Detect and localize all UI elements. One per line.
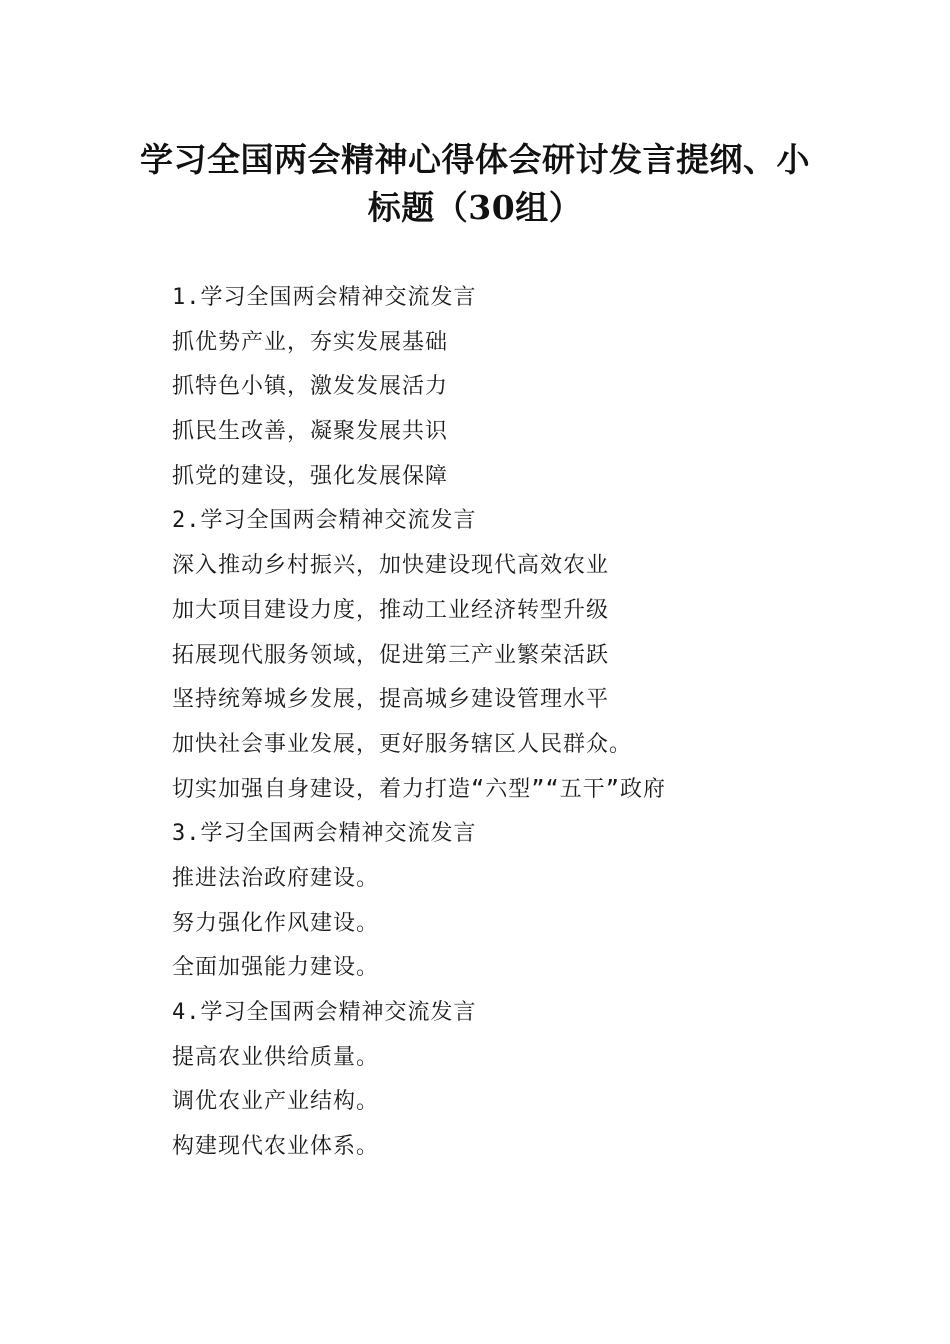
paragraph-line: 构建现代农业体系。 bbox=[172, 1134, 380, 1160]
document-body bbox=[172, 276, 872, 1170]
section-heading-1: 1.学习全国两会精神交流发言 bbox=[172, 285, 477, 310]
paragraph-line: 加快社会事业发展，更好服务辖区人民群众。 bbox=[172, 731, 633, 757]
paragraph-line: 推进法治政府建设。 bbox=[172, 865, 380, 891]
section-heading-3: 3.学习全国两会精神交流发言 bbox=[172, 821, 477, 847]
paragraph-line: 全面加强能力建设。 bbox=[172, 955, 380, 981]
title-line-1: 学习全国两会精神心得体会研讨发言提纲、小 bbox=[140, 140, 810, 179]
paragraph-line: 抓党的建设，强化发展保障 bbox=[172, 463, 449, 489]
paragraph-line: 抓优势产业，夯实发展基础 bbox=[172, 329, 449, 355]
paragraph-line: 调优农业产业结构。 bbox=[172, 1089, 380, 1115]
section-heading-4: 4.学习全国两会精神交流发言 bbox=[172, 1000, 477, 1025]
title-line-2: 标题（30组） bbox=[367, 188, 583, 227]
paragraph-line: 抓特色小镇，激发发展活力 bbox=[172, 374, 449, 400]
paragraph-line: 加大项目建设力度，推动工业经济转型升级 bbox=[172, 597, 610, 623]
paragraph-line: 抓民生改善，凝聚发展共识 bbox=[172, 419, 449, 445]
paragraph-line: 坚持统筹城乡发展，提高城乡建设管理水平 bbox=[172, 687, 610, 713]
document-title bbox=[95, 136, 855, 232]
paragraph-line: 深入推动乡村振兴，加快建设现代高效农业 bbox=[172, 553, 610, 579]
paragraph-line: 拓展现代服务领域，促进第三产业繁荣活跃 bbox=[172, 642, 610, 668]
paragraph-line: 切实加强自身建设，着力打造“六型”“五干”政府 bbox=[172, 776, 666, 802]
paragraph-line: 努力强化作风建设。 bbox=[172, 910, 380, 936]
paragraph-line: 提高农业供给质量。 bbox=[172, 1044, 380, 1070]
section-heading-2: 2.学习全国两会精神交流发言 bbox=[172, 508, 477, 534]
